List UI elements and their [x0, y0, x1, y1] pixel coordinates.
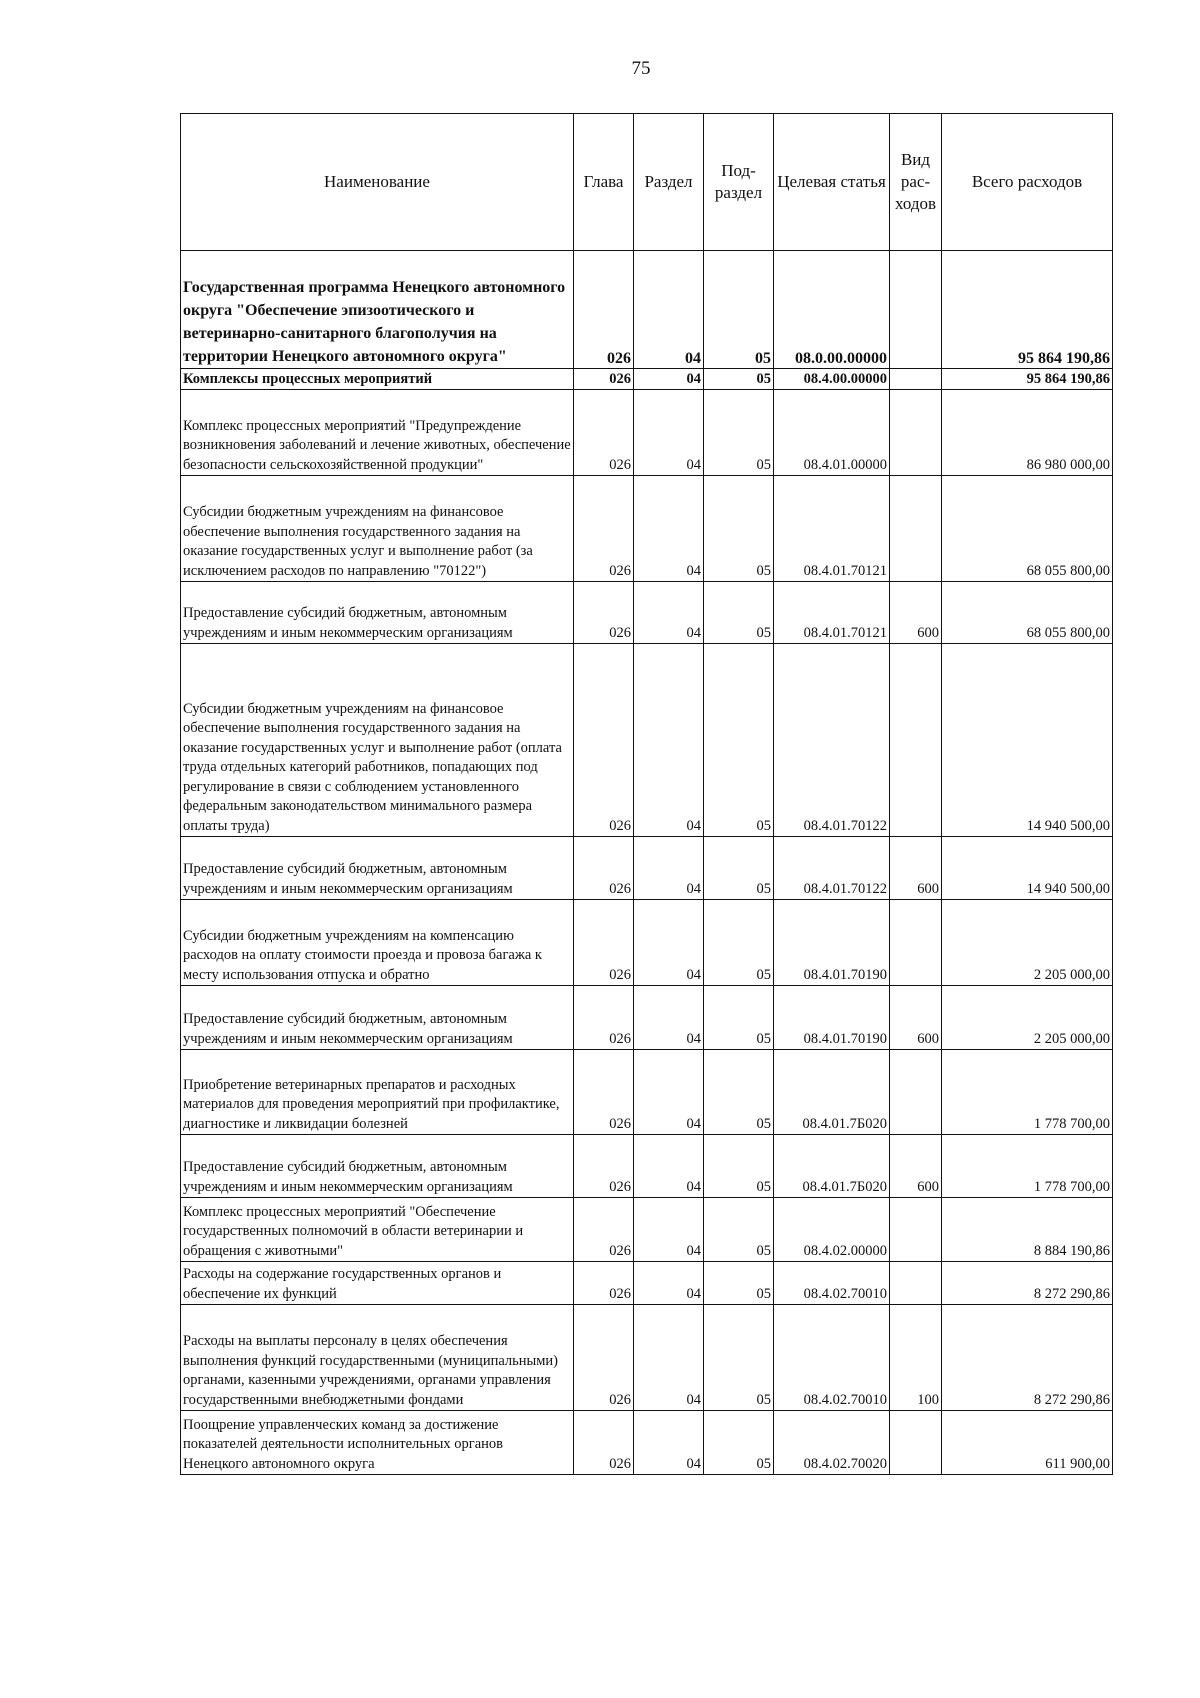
row-chapter: 026 — [574, 900, 634, 986]
row-name: Предоставление субсидий бюджетным, автономным учреждениям и иным некоммерческим организациям — [181, 986, 574, 1050]
row-section: 04 — [634, 1411, 704, 1475]
row-name: Расходы на выплаты персоналу в целях обеспечения выполнения функций государственными (муниципальными) органами, казенными учреждениями, органами управления государственными внебюджетными фондами — [181, 1305, 574, 1411]
row-target: 08.4.01.70190 — [774, 900, 890, 986]
header-subsection: Под-раздел — [704, 114, 774, 251]
table-row — [181, 900, 1113, 986]
row-chapter: 026 — [574, 986, 634, 1050]
row-chapter: 026 — [574, 251, 634, 369]
row-section: 04 — [634, 644, 704, 837]
table-row — [181, 1135, 1113, 1198]
row-subsection: 05 — [704, 1262, 774, 1305]
row-subsection: 05 — [704, 1305, 774, 1411]
row-total: 68 055 800,00 — [942, 582, 1113, 644]
row-chapter: 026 — [574, 1305, 634, 1411]
header-section: Раздел — [634, 114, 704, 251]
row-total: 8 884 190,86 — [942, 1198, 1113, 1262]
row-chapter: 026 — [574, 390, 634, 476]
row-total: 1 778 700,00 — [942, 1050, 1113, 1135]
header-name: Наименование — [181, 114, 574, 251]
row-total: 8 272 290,86 — [942, 1262, 1113, 1305]
row-target: 08.4.01.7Б020 — [774, 1050, 890, 1135]
row-target: 08.4.00.00000 — [774, 369, 890, 390]
row-section: 04 — [634, 837, 704, 900]
table-row — [181, 1198, 1113, 1262]
row-type — [890, 476, 942, 582]
row-chapter: 026 — [574, 644, 634, 837]
row-section: 04 — [634, 476, 704, 582]
row-subsection: 05 — [704, 837, 774, 900]
table-row — [181, 837, 1113, 900]
row-total: 95 864 190,86 — [942, 251, 1113, 369]
row-name: Расходы на содержание государственных органов и обеспечение их функций — [181, 1262, 574, 1305]
row-type — [890, 390, 942, 476]
row-subsection: 05 — [704, 476, 774, 582]
row-subsection: 05 — [704, 582, 774, 644]
row-chapter: 026 — [574, 837, 634, 900]
row-target: 08.4.01.7Б020 — [774, 1135, 890, 1198]
page-number: 75 — [631, 58, 651, 79]
row-chapter: 026 — [574, 582, 634, 644]
row-total: 86 980 000,00 — [942, 390, 1113, 476]
table-row — [181, 1411, 1113, 1475]
row-type — [890, 1050, 942, 1135]
row-type: 600 — [890, 1135, 942, 1198]
row-total: 95 864 190,86 — [942, 369, 1113, 390]
row-name: Субсидии бюджетным учреждениям на финансовое обеспечение выполнения государственного задания на оказание государственных услуг и выполнение работ (за исключением расходов по направлению "70122") — [181, 476, 574, 582]
row-section: 04 — [634, 1198, 704, 1262]
row-section: 04 — [634, 1305, 704, 1411]
row-name: Субсидии бюджетным учреждениям на компенсацию расходов на оплату стоимости проезда и провоза багажа к месту использования отпуска и обратно — [181, 900, 574, 986]
row-subsection: 05 — [704, 1411, 774, 1475]
row-chapter: 026 — [574, 1135, 634, 1198]
row-subsection: 05 — [704, 251, 774, 369]
row-total: 611 900,00 — [942, 1411, 1113, 1475]
table-row — [181, 476, 1113, 582]
row-target: 08.4.02.70010 — [774, 1262, 890, 1305]
row-target: 08.4.01.00000 — [774, 390, 890, 476]
table-row — [181, 1050, 1113, 1135]
row-target: 08.4.01.70122 — [774, 644, 890, 837]
row-type: 100 — [890, 1305, 942, 1411]
table-row — [181, 251, 1113, 369]
row-chapter: 026 — [574, 1198, 634, 1262]
row-section: 04 — [634, 1050, 704, 1135]
row-name: Комплекс процессных мероприятий "Обеспечение государственных полномочий в области ветеринарии и обращения с животными" — [181, 1198, 574, 1262]
row-chapter: 026 — [574, 1262, 634, 1305]
row-type — [890, 1198, 942, 1262]
row-target: 08.4.02.00000 — [774, 1198, 890, 1262]
row-subsection: 05 — [704, 986, 774, 1050]
row-subsection: 05 — [704, 1050, 774, 1135]
header-target: Целевая статья — [774, 114, 890, 251]
row-subsection: 05 — [704, 644, 774, 837]
row-total: 14 940 500,00 — [942, 644, 1113, 837]
row-section: 04 — [634, 900, 704, 986]
table-row — [181, 390, 1113, 476]
row-type — [890, 1411, 942, 1475]
header-total: Всего расходов — [942, 114, 1113, 251]
row-total: 68 055 800,00 — [942, 476, 1113, 582]
row-total: 8 272 290,86 — [942, 1305, 1113, 1411]
table-row — [181, 1262, 1113, 1305]
row-chapter: 026 — [574, 1411, 634, 1475]
row-type: 600 — [890, 582, 942, 644]
row-type: 600 — [890, 986, 942, 1050]
table-row — [181, 582, 1113, 644]
row-subsection: 05 — [704, 1135, 774, 1198]
table-row — [181, 369, 1113, 390]
row-subsection: 05 — [704, 900, 774, 986]
table-row — [181, 644, 1113, 837]
row-chapter: 026 — [574, 476, 634, 582]
row-target: 08.4.01.70121 — [774, 582, 890, 644]
row-name: Государственная программа Ненецкого автономного округа "Обеспечение эпизоотического и ветеринарно-санитарного благополучия на территории Ненецкого автономного округа" — [181, 251, 574, 369]
row-target: 08.4.02.70010 — [774, 1305, 890, 1411]
row-section: 04 — [634, 251, 704, 369]
row-section: 04 — [634, 582, 704, 644]
row-subsection: 05 — [704, 369, 774, 390]
row-name: Предоставление субсидий бюджетным, автономным учреждениям и иным некоммерческим организациям — [181, 582, 574, 644]
table-row — [181, 1305, 1113, 1411]
row-type — [890, 251, 942, 369]
row-section: 04 — [634, 1135, 704, 1198]
row-target: 08.0.00.00000 — [774, 251, 890, 369]
table-row — [181, 986, 1113, 1050]
row-type — [890, 900, 942, 986]
row-name: Комплекс процессных мероприятий "Предупреждение возникновения заболеваний и лечение животных, обеспечение безопасности сельскохозяйственной продукции" — [181, 390, 574, 476]
row-total: 14 940 500,00 — [942, 837, 1113, 900]
row-target: 08.4.01.70121 — [774, 476, 890, 582]
row-subsection: 05 — [704, 1198, 774, 1262]
row-type — [890, 1262, 942, 1305]
table-header-row — [181, 114, 1113, 251]
row-total: 2 205 000,00 — [942, 986, 1113, 1050]
row-name: Поощрение управленческих команд за достижение показателей деятельности исполнительных органов Ненецкого автономного округа — [181, 1411, 574, 1475]
row-target: 08.4.01.70190 — [774, 986, 890, 1050]
budget-table — [180, 113, 1113, 1475]
row-name: Субсидии бюджетным учреждениям на финансовое обеспечение выполнения государственного задания на оказание государственных услуг и выполнение работ (оплата труда отдельных категорий работников, попадающих под регулирование в связи с соблюдением установленного федеральным законодательством минимального размера оплаты труда) — [181, 644, 574, 837]
row-total: 2 205 000,00 — [942, 900, 1113, 986]
row-name: Предоставление субсидий бюджетным, автономным учреждениям и иным некоммерческим организациям — [181, 837, 574, 900]
row-chapter: 026 — [574, 1050, 634, 1135]
header-type: Вид рас-ходов — [890, 114, 942, 251]
row-chapter: 026 — [574, 369, 634, 390]
row-target: 08.4.01.70122 — [774, 837, 890, 900]
row-total: 1 778 700,00 — [942, 1135, 1113, 1198]
row-section: 04 — [634, 986, 704, 1050]
row-section: 04 — [634, 390, 704, 476]
row-subsection: 05 — [704, 390, 774, 476]
row-target: 08.4.02.70020 — [774, 1411, 890, 1475]
row-section: 04 — [634, 1262, 704, 1305]
header-chapter: Глава — [574, 114, 634, 251]
row-type — [890, 644, 942, 837]
row-type: 600 — [890, 837, 942, 900]
row-type — [890, 369, 942, 390]
row-name: Комплексы процессных мероприятий — [181, 369, 574, 390]
row-name: Приобретение ветеринарных препаратов и расходных материалов для проведения мероприятий при профилактике, диагностике и ликвидации болезней — [181, 1050, 574, 1135]
row-name: Предоставление субсидий бюджетным, автономным учреждениям и иным некоммерческим организациям — [181, 1135, 574, 1198]
row-section: 04 — [634, 369, 704, 390]
